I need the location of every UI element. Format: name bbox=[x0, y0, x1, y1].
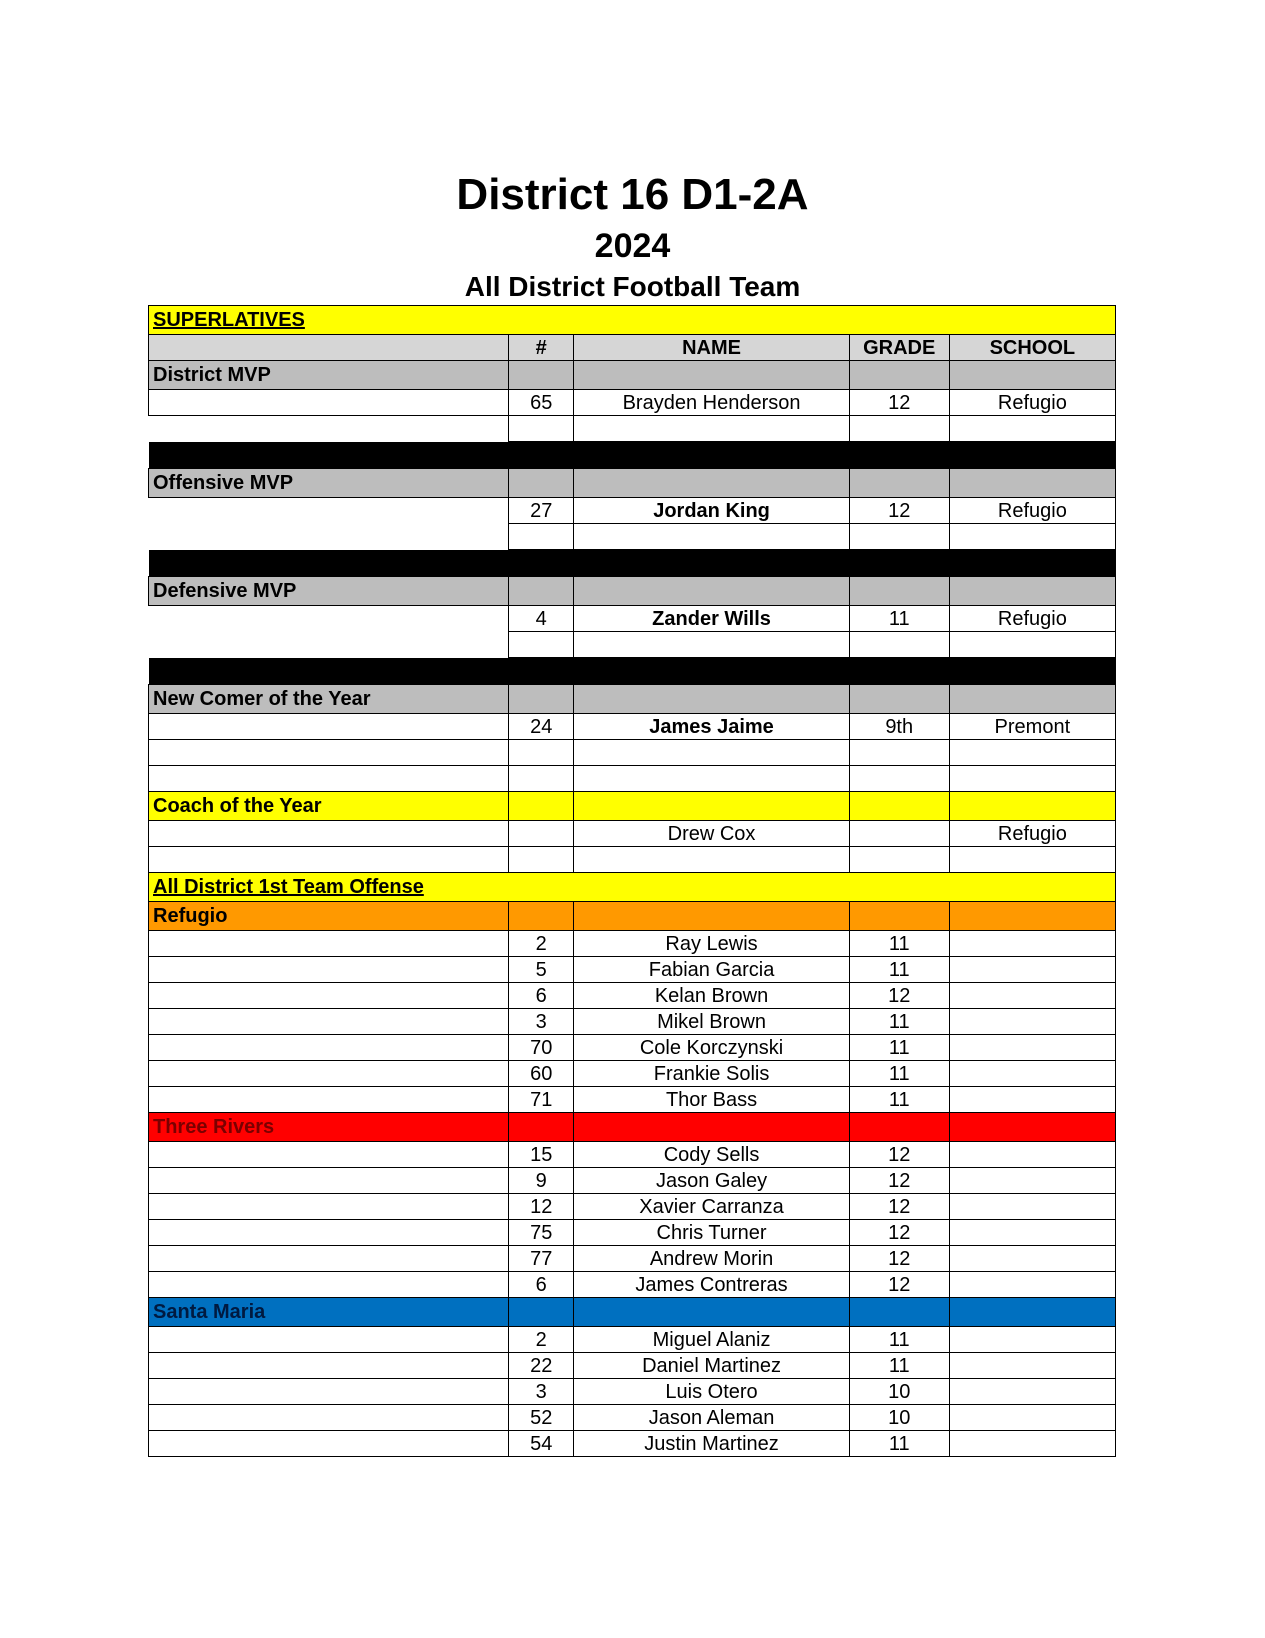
offensive-mvp-name: Jordan King bbox=[574, 498, 849, 524]
defensive-mvp-number: 4 bbox=[509, 606, 574, 632]
coach-person-row bbox=[149, 821, 1116, 847]
player-number: 6 bbox=[509, 983, 574, 1009]
all-district-table bbox=[148, 305, 1116, 1457]
district-mvp-number: 65 bbox=[509, 390, 574, 416]
separator-bar bbox=[149, 550, 1116, 577]
offensive-mvp-grade: 12 bbox=[849, 498, 949, 524]
player-grade: 10 bbox=[849, 1379, 949, 1405]
player-number: 2 bbox=[509, 1327, 574, 1353]
player-name: Mikel Brown bbox=[574, 1009, 849, 1035]
player-row bbox=[149, 1009, 1116, 1035]
page-title: District 16 D1-2A bbox=[456, 170, 809, 219]
column-header-number: # bbox=[509, 335, 574, 361]
player-grade: 11 bbox=[849, 1035, 949, 1061]
empty-row bbox=[149, 632, 1116, 658]
team-label-refugio: Refugio bbox=[149, 902, 509, 931]
offensive-mvp-label: Offensive MVP bbox=[149, 469, 509, 498]
player-row bbox=[149, 1405, 1116, 1431]
team-label-santa-maria: Santa Maria bbox=[149, 1298, 509, 1327]
defensive-mvp-player-row bbox=[149, 606, 1116, 632]
player-row bbox=[149, 1142, 1116, 1168]
player-name: James Contreras bbox=[574, 1272, 849, 1298]
player-name: Jason Aleman bbox=[574, 1405, 849, 1431]
player-number: 6 bbox=[509, 1272, 574, 1298]
player-row bbox=[149, 1272, 1116, 1298]
player-name: Cole Korczynski bbox=[574, 1035, 849, 1061]
refugio-players bbox=[149, 931, 1116, 1113]
player-grade: 12 bbox=[849, 1272, 949, 1298]
player-number: 52 bbox=[509, 1405, 574, 1431]
coach-school: Refugio bbox=[949, 821, 1115, 847]
first-team-offense-row bbox=[149, 873, 1116, 902]
page-year: 2024 bbox=[594, 227, 671, 265]
newcomer-player-row bbox=[149, 714, 1116, 740]
superlatives-header-row bbox=[149, 306, 1116, 335]
player-row bbox=[149, 1035, 1116, 1061]
team-header-santa-maria bbox=[149, 1298, 1116, 1327]
offensive-mvp-player-row bbox=[149, 498, 1116, 524]
player-grade: 12 bbox=[849, 983, 949, 1009]
player-name: Thor Bass bbox=[574, 1087, 849, 1113]
player-number: 71 bbox=[509, 1087, 574, 1113]
player-grade: 11 bbox=[849, 957, 949, 983]
player-row bbox=[149, 983, 1116, 1009]
player-name: Ray Lewis bbox=[574, 931, 849, 957]
player-row bbox=[149, 1246, 1116, 1272]
player-grade: 12 bbox=[849, 1168, 949, 1194]
separator-bar bbox=[149, 442, 1116, 469]
player-name: Miguel Alaniz bbox=[574, 1327, 849, 1353]
player-row bbox=[149, 1431, 1116, 1457]
player-row bbox=[149, 1353, 1116, 1379]
player-grade: 11 bbox=[849, 1087, 949, 1113]
defensive-mvp-name: Zander Wills bbox=[574, 606, 849, 632]
player-name: Xavier Carranza bbox=[574, 1194, 849, 1220]
player-grade: 11 bbox=[849, 1061, 949, 1087]
player-number: 3 bbox=[509, 1379, 574, 1405]
column-header-school: SCHOOL bbox=[949, 335, 1115, 361]
santa-maria-players bbox=[149, 1327, 1116, 1457]
team-header-refugio bbox=[149, 902, 1116, 931]
player-number: 54 bbox=[509, 1431, 574, 1457]
defensive-mvp-row bbox=[149, 577, 1116, 606]
newcomer-number: 24 bbox=[509, 714, 574, 740]
player-name: Chris Turner bbox=[574, 1220, 849, 1246]
player-grade: 12 bbox=[849, 1220, 949, 1246]
player-number: 60 bbox=[509, 1061, 574, 1087]
empty-row bbox=[149, 766, 1116, 792]
separator-bar bbox=[149, 658, 1116, 685]
player-number: 22 bbox=[509, 1353, 574, 1379]
player-name: Fabian Garcia bbox=[574, 957, 849, 983]
district-mvp-school: Refugio bbox=[949, 390, 1115, 416]
player-name: Daniel Martinez bbox=[574, 1353, 849, 1379]
newcomer-row bbox=[149, 685, 1116, 714]
page-subtitle: All District Football Team bbox=[464, 271, 801, 302]
first-team-offense-label: All District 1st Team Offense bbox=[149, 873, 1116, 902]
coach-name: Drew Cox bbox=[574, 821, 849, 847]
player-number: 70 bbox=[509, 1035, 574, 1061]
player-grade: 12 bbox=[849, 1194, 949, 1220]
offensive-mvp-row bbox=[149, 469, 1116, 498]
newcomer-label: New Comer of the Year bbox=[149, 685, 509, 714]
superlatives-label: SUPERLATIVES bbox=[149, 306, 1116, 335]
player-number: 3 bbox=[509, 1009, 574, 1035]
column-header-name: NAME bbox=[574, 335, 849, 361]
player-name: Luis Otero bbox=[574, 1379, 849, 1405]
column-header-row bbox=[149, 335, 1116, 361]
player-row bbox=[149, 931, 1116, 957]
player-row bbox=[149, 1061, 1116, 1087]
three-rivers-players bbox=[149, 1142, 1116, 1298]
player-grade: 11 bbox=[849, 1353, 949, 1379]
defensive-mvp-label: Defensive MVP bbox=[149, 577, 509, 606]
player-grade: 11 bbox=[849, 1431, 949, 1457]
coach-label: Coach of the Year bbox=[149, 792, 509, 821]
empty-row bbox=[149, 740, 1116, 766]
player-row bbox=[149, 1087, 1116, 1113]
player-name: Jason Galey bbox=[574, 1168, 849, 1194]
player-grade: 11 bbox=[849, 931, 949, 957]
player-number: 75 bbox=[509, 1220, 574, 1246]
newcomer-school: Premont bbox=[949, 714, 1115, 740]
player-name: Andrew Morin bbox=[574, 1246, 849, 1272]
player-number: 77 bbox=[509, 1246, 574, 1272]
team-label-three-rivers: Three Rivers bbox=[149, 1113, 509, 1142]
player-row bbox=[149, 1327, 1116, 1353]
team-header-three-rivers bbox=[149, 1113, 1116, 1142]
player-name: Frankie Solis bbox=[574, 1061, 849, 1087]
player-name: Kelan Brown bbox=[574, 983, 849, 1009]
empty-row bbox=[149, 524, 1116, 550]
offensive-mvp-number: 27 bbox=[509, 498, 574, 524]
player-grade: 11 bbox=[849, 1009, 949, 1035]
column-header-grade: GRADE bbox=[849, 335, 949, 361]
player-number: 15 bbox=[509, 1142, 574, 1168]
player-row bbox=[149, 1194, 1116, 1220]
player-number: 9 bbox=[509, 1168, 574, 1194]
empty-row bbox=[149, 847, 1116, 873]
district-mvp-grade: 12 bbox=[849, 390, 949, 416]
player-grade: 12 bbox=[849, 1246, 949, 1272]
player-row bbox=[149, 1220, 1116, 1246]
player-row bbox=[149, 957, 1116, 983]
player-row bbox=[149, 1379, 1116, 1405]
player-name: Cody Sells bbox=[574, 1142, 849, 1168]
player-grade: 10 bbox=[849, 1405, 949, 1431]
player-name: Justin Martinez bbox=[574, 1431, 849, 1457]
coach-row bbox=[149, 792, 1116, 821]
player-number: 2 bbox=[509, 931, 574, 957]
empty-row bbox=[149, 416, 1116, 442]
defensive-mvp-school: Refugio bbox=[949, 606, 1115, 632]
player-grade: 12 bbox=[849, 1142, 949, 1168]
newcomer-grade: 9th bbox=[849, 714, 949, 740]
player-grade: 11 bbox=[849, 1327, 949, 1353]
district-mvp-label: District MVP bbox=[149, 361, 509, 390]
column-header-blank bbox=[149, 335, 509, 361]
district-mvp-name: Brayden Henderson bbox=[574, 390, 849, 416]
district-mvp-row bbox=[149, 361, 1116, 390]
newcomer-name: James Jaime bbox=[574, 714, 849, 740]
player-row bbox=[149, 1168, 1116, 1194]
defensive-mvp-grade: 11 bbox=[849, 606, 949, 632]
offensive-mvp-school: Refugio bbox=[949, 498, 1115, 524]
player-number: 5 bbox=[509, 957, 574, 983]
district-mvp-player-row bbox=[149, 390, 1116, 416]
player-number: 12 bbox=[509, 1194, 574, 1220]
